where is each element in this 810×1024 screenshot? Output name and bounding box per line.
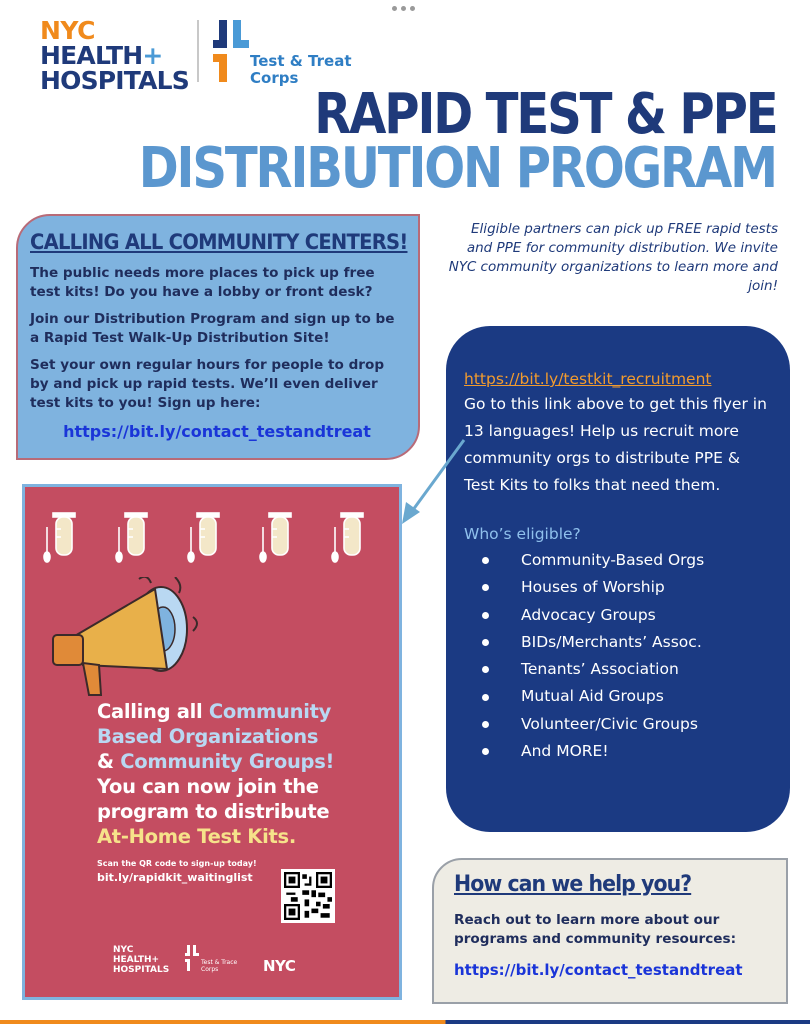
page-subtitle: DISTRIBUTION PROGRAM [138,136,776,201]
test-treat-corps-wordmark: Test & Treat Corps [250,52,352,87]
poster-waitinglist-link[interactable]: bit.ly/rapidkit_waitinglist [97,871,253,884]
page-title: RAPID TEST & PPE [313,82,776,147]
eligible-list [464,547,772,765]
intro-text: Eligible partners can pick up FREE rapid tests and PPE for community distribution. We invite NYC community organizations to learn more and join! [448,221,778,294]
bullet-icon [482,557,489,564]
poster-headline: Calling all Community Based Organizations & Community Groups! You can now join the program to distribute At-Home Test Kits. [97,700,335,848]
bullet-icon [482,584,489,591]
help-box [432,858,788,1004]
calling-paragraph: The public needs more places to pick up free test kits! Do you have a lobby or front desk? [30,265,375,300]
arrow-icon [398,436,468,526]
list-item: Houses of Worship [464,574,772,601]
bullet-icon [482,748,489,755]
nyc-health-hospitals-logo: NYC HEALTH+ HOSPITALS [40,16,190,95]
list-item: And MORE! [464,738,772,765]
calling-community-centers-box [16,214,420,460]
bullet-icon [482,694,489,701]
poster-ttc-wordmark: Test & Trace Corps [201,959,238,973]
recruitment-box [446,326,790,832]
more-options-icon[interactable] [392,6,415,11]
recruitment-flyer-poster [22,484,402,1000]
calling-paragraph: Set your own regular hours for people to drop by and pick up rapid tests. We’ll even deliver test kits to you! Sign up here: [30,357,385,411]
list-item: Advocacy Groups [464,602,772,629]
poster-nychh-logo: NYC HEALTH+ HOSPITALS [113,945,170,975]
logo-divider [197,20,199,82]
poster-nyc-logo: NYC [263,957,296,975]
eligible-heading: Who’s eligible? [464,525,581,543]
list-item: Volunteer/Civic Groups [464,711,772,738]
recruitment-description: Go to this link above to get this flyer in 13 languages! Help us recruit more community orgs to distribute PPE & Test Kits to folks that need them. [464,395,767,494]
list-item: Mutual Aid Groups [464,683,772,710]
list-item: Community-Based Orgs [464,547,772,574]
bullet-icon [482,666,489,673]
help-heading: How can we help you? [454,872,692,897]
poster-scan-text: Scan the QR code to sign-up today! [97,859,257,868]
list-item: BIDs/Merchants’ Assoc. [464,629,772,656]
bullet-icon [482,612,489,619]
list-item: Tenants’ Association [464,656,772,683]
test-treat-corps-logo-icon [213,20,249,82]
calling-heading: CALLING ALL COMMUNITY CENTERS! [30,230,408,254]
qr-code-icon[interactable] [281,869,335,923]
recruitment-link[interactable]: https://bit.ly/testkit_recruitment [464,370,712,388]
footer-divider [0,1020,810,1024]
contact-link[interactable]: https://bit.ly/contact_testandtreat [63,422,371,441]
poster-ttc-logo-icon [185,945,199,971]
bullet-icon [482,639,489,646]
megaphone-icon [43,577,203,707]
calling-paragraph: Join our Distribution Program and sign up to be a Rapid Test Walk-Up Distribution Site! [30,311,395,346]
help-contact-link[interactable]: https://bit.ly/contact_testandtreat [454,961,743,979]
help-text: Reach out to learn more about our programs and community resources: [454,912,737,947]
bullet-icon [482,721,489,728]
test-tube-icons [43,509,383,567]
